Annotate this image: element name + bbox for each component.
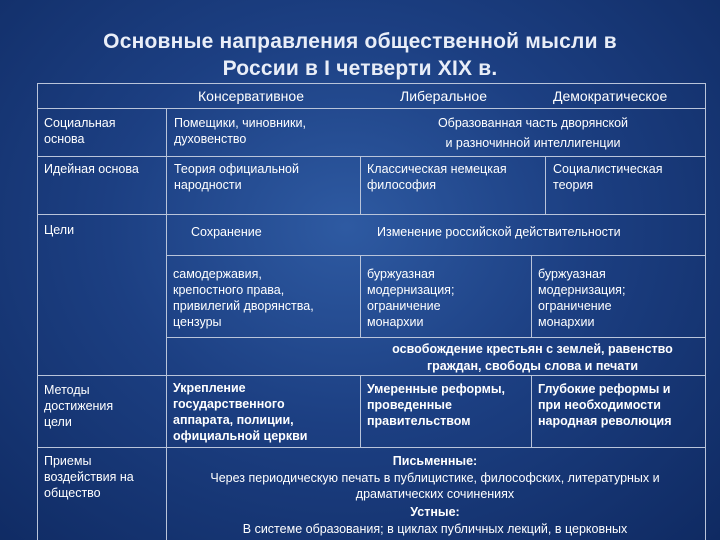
table-border-right: [705, 83, 706, 540]
row-label-goals: Цели: [44, 223, 75, 237]
cell-influence-written-line-1: Через периодическую печать в публицистике, философских, литературных и: [210, 471, 660, 485]
col-rule-democratic-methods: [531, 375, 532, 447]
title-line-2: России в I четверти XIX в.: [222, 57, 498, 80]
col-rule-democratic-goals: [531, 255, 532, 337]
col-rule-conservative-ideological: [360, 156, 361, 214]
cell-goals-conservative-head: Сохранение: [191, 225, 262, 239]
goals-common-rule: [166, 337, 705, 338]
header-liberal: Либеральное: [400, 88, 487, 104]
col-rule-conservative-goals: [360, 255, 361, 337]
goals-subrule: [166, 255, 705, 256]
cell-influence-oral-line-1: В системе образования; в циклах публичных лекций, в церковных: [242, 522, 628, 536]
cell-influence-oral-head: Устные:: [410, 505, 460, 519]
row-label-social: Социальная основа: [44, 116, 116, 146]
table-border-left: [37, 83, 38, 540]
cell-influence-written-line-2: драматических сочинениях: [355, 487, 515, 501]
cell-ideological-liberal: Классическая немецкая философия: [367, 162, 507, 192]
cell-ideological-democratic: Социалистическая теория: [553, 162, 663, 192]
cell-social-lib-dem-line-1: Образованная часть дворянской: [437, 116, 629, 130]
row-label-methods: Методы достижения цели: [44, 383, 114, 429]
row-rule-social: [37, 156, 705, 157]
header-democratic: Демократическое: [553, 88, 668, 104]
row-rule-methods: [37, 447, 705, 448]
header-conservative: Консервативное: [198, 88, 304, 104]
title-line-1: Основные направления общественной мысли в: [103, 30, 617, 53]
row-label-ideological: Идейная основа: [44, 162, 139, 176]
header-bottom-rule: [37, 108, 705, 109]
col-rule-democratic-ideological: [545, 156, 546, 214]
col-rule-label: [166, 108, 167, 540]
cell-goals-lib-dem-head: Изменение российской действительности: [377, 225, 621, 239]
cell-goals-common-line-2: граждан, свободы слова и печати: [426, 359, 639, 373]
cell-methods-conservative: Укрепление государственного аппарата, полиции, официальной церкви: [173, 381, 308, 443]
row-label-influence: Приемы воздействия на общество: [44, 454, 134, 500]
col-rule-conservative-methods: [360, 375, 361, 447]
row-rule-ideological: [37, 214, 705, 215]
cell-goals-liberal-detail: буржуазная модернизация; ограничение монархии: [367, 267, 455, 329]
cell-ideological-conservative: Теория официальной народности: [174, 162, 299, 192]
cell-goals-common-line-1: освобождение крестьян с землей, равенство: [392, 342, 673, 356]
row-rule-goals: [37, 375, 705, 376]
cell-methods-liberal: Умеренные реформы, проведенные правительством: [367, 382, 506, 428]
cell-social-conservative: Помещики, чиновники, духовенство: [174, 116, 306, 146]
cell-goals-democratic-detail: буржуазная модернизация; ограничение монархии: [538, 267, 626, 329]
cell-methods-democratic: Глубокие реформы и при необходимости народная революция: [538, 382, 672, 428]
cell-goals-conservative-detail: самодержавия, крепостного права, привилегий дворянства, цензуры: [173, 267, 314, 329]
cell-social-lib-dem-line-2: и разночинной интеллигенции: [445, 136, 621, 150]
table-border-top: [37, 83, 705, 84]
cell-influence-written-head: Письменные:: [392, 454, 478, 468]
